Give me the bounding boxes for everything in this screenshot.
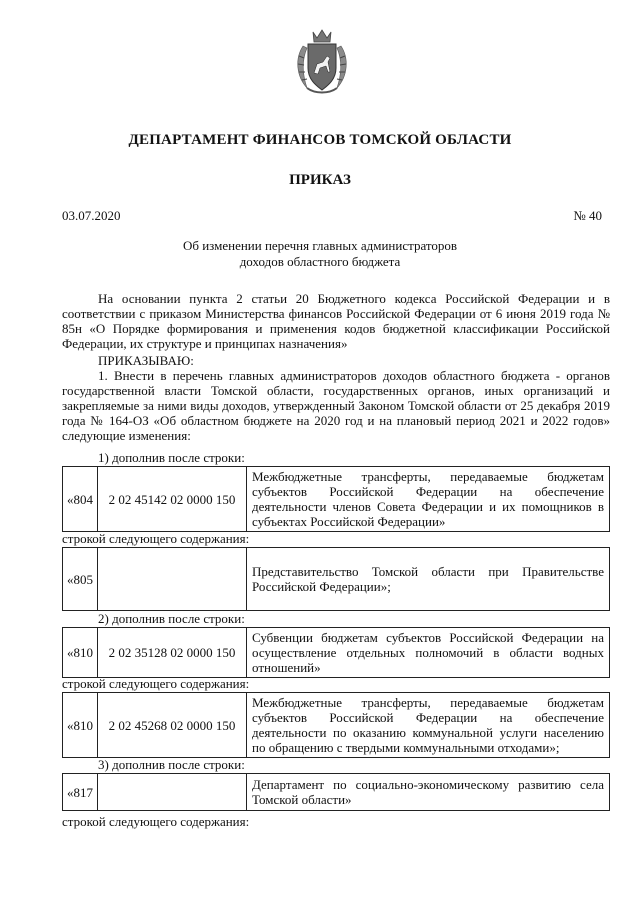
table-row (63, 467, 610, 532)
kbk-code-cell (98, 548, 247, 611)
subitem-2-label: 2) дополнив после строки: (98, 611, 245, 626)
subject-line-2: доходов областного бюджета (239, 254, 401, 269)
basis-text: На основании пункта 2 статьи 20 Бюджетного кодекса Российской Федерации и в соответствии с приказом Министерства финансов Российской Федерации от 6 июня 2019 года № 85н «О Порядке формирования и применения кодов бюджетной классификации Российской Федерации, их структуре и принципах назначения» (62, 291, 610, 351)
amend-table-3 (62, 627, 610, 678)
subitem-1-label: 1) дополнив после строки: (98, 450, 245, 465)
order-word (62, 353, 610, 368)
document-subject (0, 238, 640, 270)
table-row (63, 693, 610, 758)
table-row (63, 774, 610, 811)
basis-paragraph (62, 291, 610, 351)
followed-by-label-3: строкой следующего содержания: (62, 814, 250, 829)
subject-line-1: Об изменении перечня главных администраторов (182, 238, 458, 253)
tomsk-coat-of-arms-icon (293, 28, 351, 96)
table-row (63, 628, 610, 678)
document-number: № 40 (573, 208, 602, 223)
income-name-cell: Департамент по социально-экономическому развитию села Томской области» (247, 774, 610, 811)
income-name-cell: Представительство Томской области при Правительстве Российской Федерации»; (247, 548, 610, 611)
income-name-cell: Субвенции бюджетам субъектов Российской Федерации на осуществление отдельных полномочий в области водных отношений» (247, 628, 610, 678)
item-1-paragraph (62, 368, 610, 443)
subitem-3-label: 3) дополнив после строки: (98, 757, 245, 772)
kbk-code-cell: 2 02 35128 02 0000 150 (98, 628, 247, 678)
kbk-code-cell: 2 02 45268 02 0000 150 (98, 693, 247, 758)
followed-by-label-1: строкой следующего содержания: (62, 531, 250, 546)
admin-code-cell: «810 (63, 628, 98, 678)
amend-table-2 (62, 547, 610, 611)
income-name-cell: Межбюджетные трансферты, передаваемые бюджетам субъектов Российской Федерации на обеспечение деятельности по оказанию коммунальной услуги населению по обращению с твердыми коммунальными отходами»; (247, 693, 610, 758)
kbk-code-cell (98, 774, 247, 811)
item-1-text: 1. Внести в перечень главных администраторов доходов областного бюджета - органов государственной власти Томской области, государственных органов, иных организаций и закрепляемые за ними виды доходов, утвержденный Законом Томской области от 25 декабря 2019 года № 164-ОЗ «Об областном бюджете на 2020 год и на плановый период 2021 и 2022 годов» следующие изменения: (62, 368, 610, 443)
admin-code-cell: «810 (63, 693, 98, 758)
followed-by-label-2: строкой следующего содержания: (62, 676, 250, 691)
admin-code-cell: «804 (63, 467, 98, 532)
document-date: 03.07.2020 (62, 208, 121, 223)
amend-table-5 (62, 773, 610, 811)
amend-table-4 (62, 692, 610, 758)
admin-code-cell: «805 (63, 548, 98, 611)
amend-table-1 (62, 466, 610, 532)
department-title: ДЕПАРТАМЕНТ ФИНАНСОВ ТОМСКОЙ ОБЛАСТИ (128, 132, 512, 148)
income-name-cell: Межбюджетные трансферты, передаваемые бюджетам субъектов Российской Федерации на обеспечение деятельности членов Совета Федерации и их помощников в субъектах Российской Федерации» (247, 467, 610, 532)
table-row (63, 548, 610, 611)
document-type: ПРИКАЗ (289, 172, 351, 188)
kbk-code-cell: 2 02 45142 02 0000 150 (98, 467, 247, 532)
order-word-text: ПРИКАЗЫВАЮ: (98, 353, 194, 368)
admin-code-cell: «817 (63, 774, 98, 811)
